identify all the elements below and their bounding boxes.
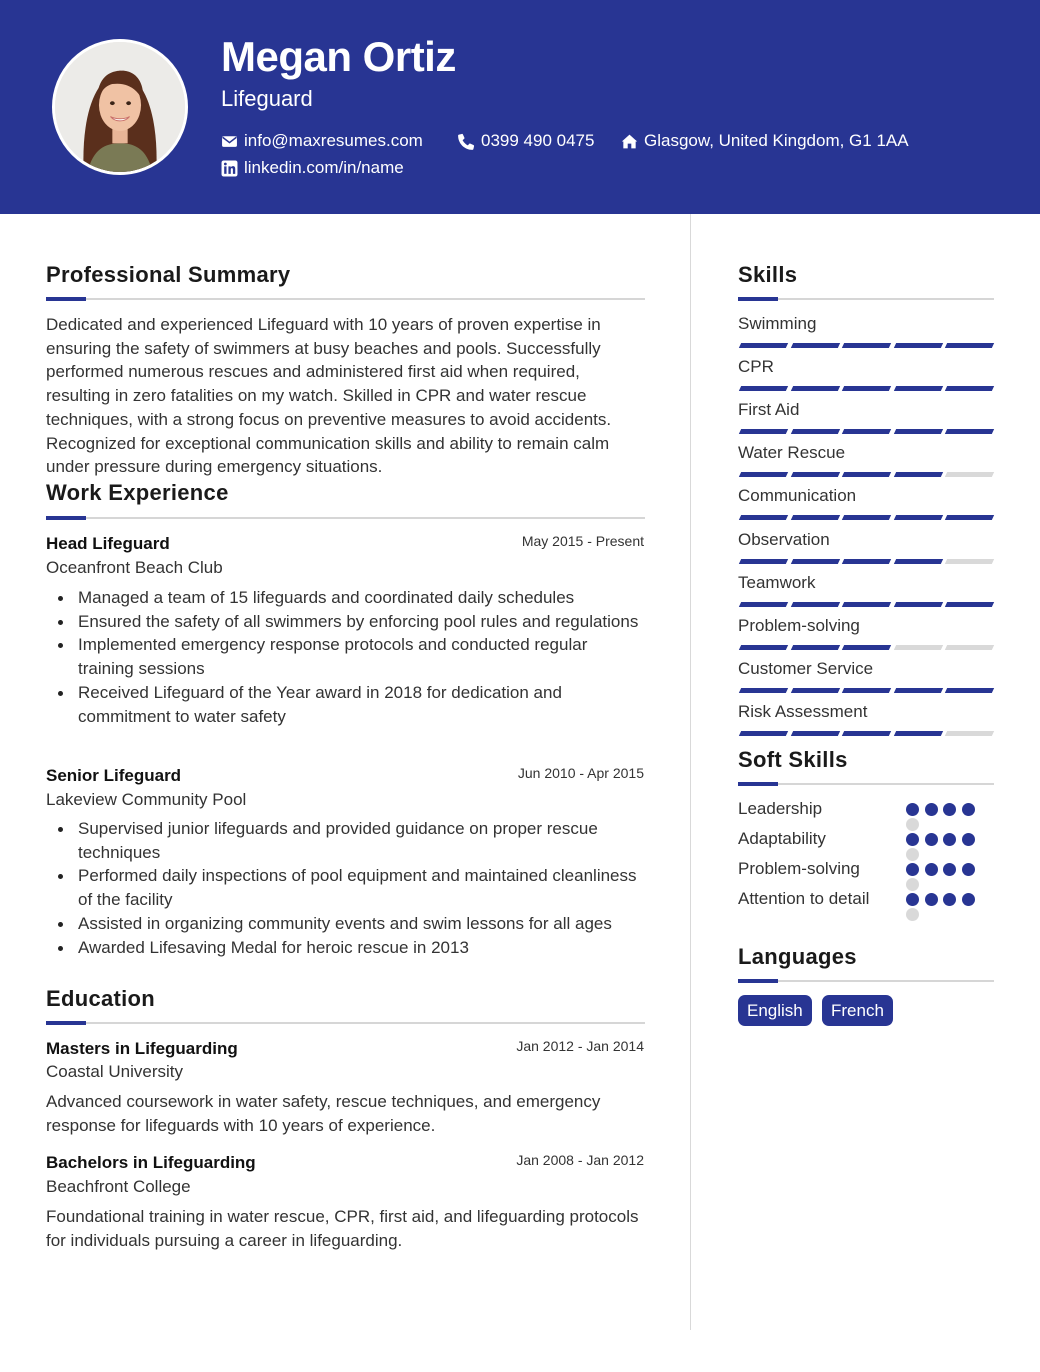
- skill-level-segment: [842, 688, 891, 693]
- skill-level-segment: [739, 645, 788, 650]
- skill-level-segment: [945, 515, 994, 520]
- skill-level-segment: [739, 386, 788, 391]
- home-icon: [621, 133, 638, 150]
- degree-title: Masters in Lifeguarding: [46, 1039, 238, 1058]
- skill-level-segment: [893, 602, 942, 607]
- soft-skill-name: Problem-solving: [738, 859, 860, 878]
- rating-dot: [962, 863, 975, 876]
- email-text: info@maxresumes.com: [244, 131, 423, 150]
- skill-level-segment: [945, 472, 994, 477]
- list-item: Supervised junior lifeguards and provided guidance on proper rescue techniques: [78, 817, 643, 864]
- skill-level-segment: [842, 386, 891, 391]
- skill-level-bar: [738, 429, 994, 435]
- rating-dot: [925, 893, 938, 906]
- linkedin-icon: [221, 160, 238, 177]
- rating-dot: [962, 833, 975, 846]
- job-organization: Oceanfront Beach Club: [46, 558, 223, 577]
- skills-rule: [738, 298, 994, 300]
- job-date: Jun 2010 - Apr 2015: [517, 765, 644, 781]
- rating-dot: [943, 863, 956, 876]
- rating-dot: [906, 878, 919, 891]
- degree-description: Advanced coursework in water safety, rescue techniques, and emergency response for lifeguards with 10 years of experience.: [46, 1092, 601, 1135]
- degree-title: Bachelors in Lifeguarding: [46, 1153, 256, 1172]
- skill-level-segment: [790, 559, 839, 564]
- skill-level-segment: [790, 645, 839, 650]
- skill-level-segment: [739, 429, 788, 434]
- envelope-icon: [221, 133, 238, 150]
- skill-level-segment: [790, 386, 839, 391]
- skill-name: Risk Assessment: [738, 701, 868, 721]
- school-name: Beachfront College: [46, 1177, 191, 1196]
- summary-heading: Professional Summary: [46, 262, 291, 287]
- resume-header: [0, 0, 1040, 214]
- skills-heading: Skills: [738, 262, 798, 287]
- skill-level-bar: [738, 515, 994, 521]
- skill-level-bar: [738, 602, 994, 608]
- contact-location: [621, 131, 909, 151]
- job-organization: Lakeview Community Pool: [46, 790, 247, 809]
- experience-heading: Work Experience: [46, 480, 229, 505]
- list-item: Awarded Lifesaving Medal for heroic rescue in 2013: [78, 936, 643, 960]
- skill-level-segment: [945, 343, 994, 348]
- language-badge: English: [738, 995, 812, 1026]
- skill-level-segment: [739, 731, 788, 736]
- rating-dot: [906, 818, 919, 831]
- rating-dot: [906, 803, 919, 816]
- skill-name: CPR: [738, 357, 774, 377]
- skill-level-segment: [790, 731, 839, 736]
- rating-dot: [906, 893, 919, 906]
- skill-level-bar: [738, 472, 994, 478]
- skill-level-segment: [739, 343, 788, 348]
- languages-heading: Languages: [738, 944, 857, 969]
- soft-skill-name: Adaptability: [738, 829, 826, 848]
- skill-level-segment: [842, 472, 891, 477]
- rating-dot: [962, 893, 975, 906]
- job-bullets: [78, 817, 643, 959]
- skill-level-segment: [893, 645, 942, 650]
- skill-level-segment: [790, 343, 839, 348]
- skill-level-segment: [790, 602, 839, 607]
- list-item: Managed a team of 15 lifeguards and coordinated daily schedules: [78, 586, 643, 610]
- languages-rule: [738, 980, 994, 982]
- rating-dot: [906, 908, 919, 921]
- job-title: Head Lifeguard: [46, 534, 170, 553]
- job-title: Senior Lifeguard: [46, 766, 182, 785]
- skill-level-segment: [893, 515, 942, 520]
- list-item: Assisted in organizing community events and swim lessons for all ages: [78, 912, 643, 936]
- skill-level-segment: [945, 429, 994, 434]
- skill-level-segment: [739, 602, 788, 607]
- skill-level-segment: [739, 515, 788, 520]
- contact-linkedin[interactable]: [221, 158, 404, 178]
- skill-level-segment: [790, 688, 839, 693]
- list-item: Received Lifeguard of the Year award in 2018 for dedication and commitment to water safety: [78, 681, 643, 728]
- education-heading: Education: [46, 986, 156, 1011]
- skill-level-segment: [945, 645, 994, 650]
- skill-level-segment: [945, 731, 994, 736]
- skill-level-segment: [739, 472, 788, 477]
- skill-name: Observation: [738, 529, 830, 549]
- location-text: Glasgow, United Kingdom, G1 1AA: [644, 131, 909, 150]
- skill-name: Communication: [738, 486, 857, 506]
- rating-dot: [906, 833, 919, 846]
- rating-dot: [925, 803, 938, 816]
- linkedin-text: linkedin.com/in/name: [244, 158, 404, 177]
- skill-level-segment: [893, 472, 942, 477]
- degree-description: Foundational training in water rescue, CPR, first aid, and lifeguarding protocols for individuals pursuing a career in lifeguarding.: [46, 1207, 639, 1250]
- degree-date: Jan 2012 - Jan 2014: [516, 1038, 644, 1054]
- education-rule: [46, 1022, 645, 1024]
- rating-dot: [943, 893, 956, 906]
- candidate-name: Megan Ortiz: [221, 33, 456, 80]
- soft-skills-rule: [738, 783, 994, 785]
- skill-level-segment: [893, 429, 942, 434]
- rating-dot: [943, 803, 956, 816]
- summary-rule: [46, 298, 645, 300]
- phone-icon: [458, 133, 475, 150]
- skill-level-segment: [790, 472, 839, 477]
- skill-level-segment: [842, 515, 891, 520]
- skill-level-segment: [790, 515, 839, 520]
- job-date: May 2015 - Present: [521, 533, 644, 549]
- skill-level-bar: [738, 343, 994, 349]
- skill-level-bar: [738, 559, 994, 565]
- language-badge: French: [822, 995, 893, 1026]
- contact-phone[interactable]: [458, 131, 594, 151]
- profile-photo: [52, 39, 188, 175]
- skill-level-segment: [893, 559, 942, 564]
- skill-level-segment: [842, 645, 891, 650]
- skill-level-segment: [945, 559, 994, 564]
- skill-name: Problem-solving: [738, 615, 860, 635]
- skill-name: Water Rescue: [738, 443, 846, 463]
- soft-skills-heading: Soft Skills: [738, 747, 848, 772]
- skill-name: Swimming: [738, 314, 817, 333]
- skill-level-segment: [893, 688, 942, 693]
- skill-name: First Aid: [738, 400, 800, 420]
- skill-level-segment: [842, 602, 891, 607]
- skill-level-segment: [945, 602, 994, 607]
- skill-level-bar: [738, 688, 994, 694]
- rating-dot: [925, 833, 938, 846]
- skill-level-segment: [893, 343, 942, 348]
- job-bullets: [78, 586, 643, 728]
- list-item: Ensured the safety of all swimmers by enforcing pool rules and regulations: [78, 610, 643, 634]
- phone-text: 0399 490 0475: [481, 131, 595, 150]
- list-item: Implemented emergency response protocols and conducted regular training sessions: [78, 633, 643, 680]
- contact-email[interactable]: [221, 131, 423, 151]
- rating-dot: [943, 833, 956, 846]
- skill-level-segment: [790, 429, 839, 434]
- skill-level-segment: [842, 343, 891, 348]
- skill-level-segment: [945, 688, 994, 693]
- skill-level-segment: [893, 731, 942, 736]
- skill-level-segment: [842, 731, 891, 736]
- rating-dot: [925, 863, 938, 876]
- skill-level-segment: [739, 559, 788, 564]
- skill-name: Customer Service: [738, 658, 874, 678]
- skill-level-bar: [738, 731, 994, 737]
- list-item: Performed daily inspections of pool equipment and maintained cleanliness of the facility: [78, 864, 643, 911]
- soft-skill-name: Attention to detail: [738, 889, 870, 908]
- school-name: Coastal University: [46, 1062, 183, 1081]
- rating-dot: [906, 863, 919, 876]
- skill-level-bar: [738, 645, 994, 651]
- degree-date: Jan 2008 - Jan 2012: [516, 1152, 644, 1168]
- rating-dot: [906, 848, 919, 861]
- skill-level-segment: [945, 386, 994, 391]
- skill-level-segment: [893, 386, 942, 391]
- experience-rule: [46, 517, 645, 519]
- summary-text: Dedicated and experienced Lifeguard with 10 years of proven expertise in ensuring the safety of swimmers at busy beaches and pools. Successfully performed numerous rescues and administered first aid when required, resulting in zero fatalities on my watch. Skilled in CPR and water rescue techniques, with a strong focus on preventive measures to avoid accidents. Recognized for exceptional communication skills and ability to remain calm under pressure during emergency situations.: [46, 315, 612, 477]
- skill-level-segment: [842, 559, 891, 564]
- skill-level-segment: [739, 688, 788, 693]
- candidate-title: Lifeguard: [221, 86, 313, 111]
- skill-level-bar: [738, 386, 994, 392]
- soft-skill-name: Leadership: [738, 799, 823, 818]
- skill-level-segment: [842, 429, 891, 434]
- column-divider: [690, 214, 691, 1330]
- skill-name: Teamwork: [738, 572, 816, 592]
- rating-dot: [962, 803, 975, 816]
